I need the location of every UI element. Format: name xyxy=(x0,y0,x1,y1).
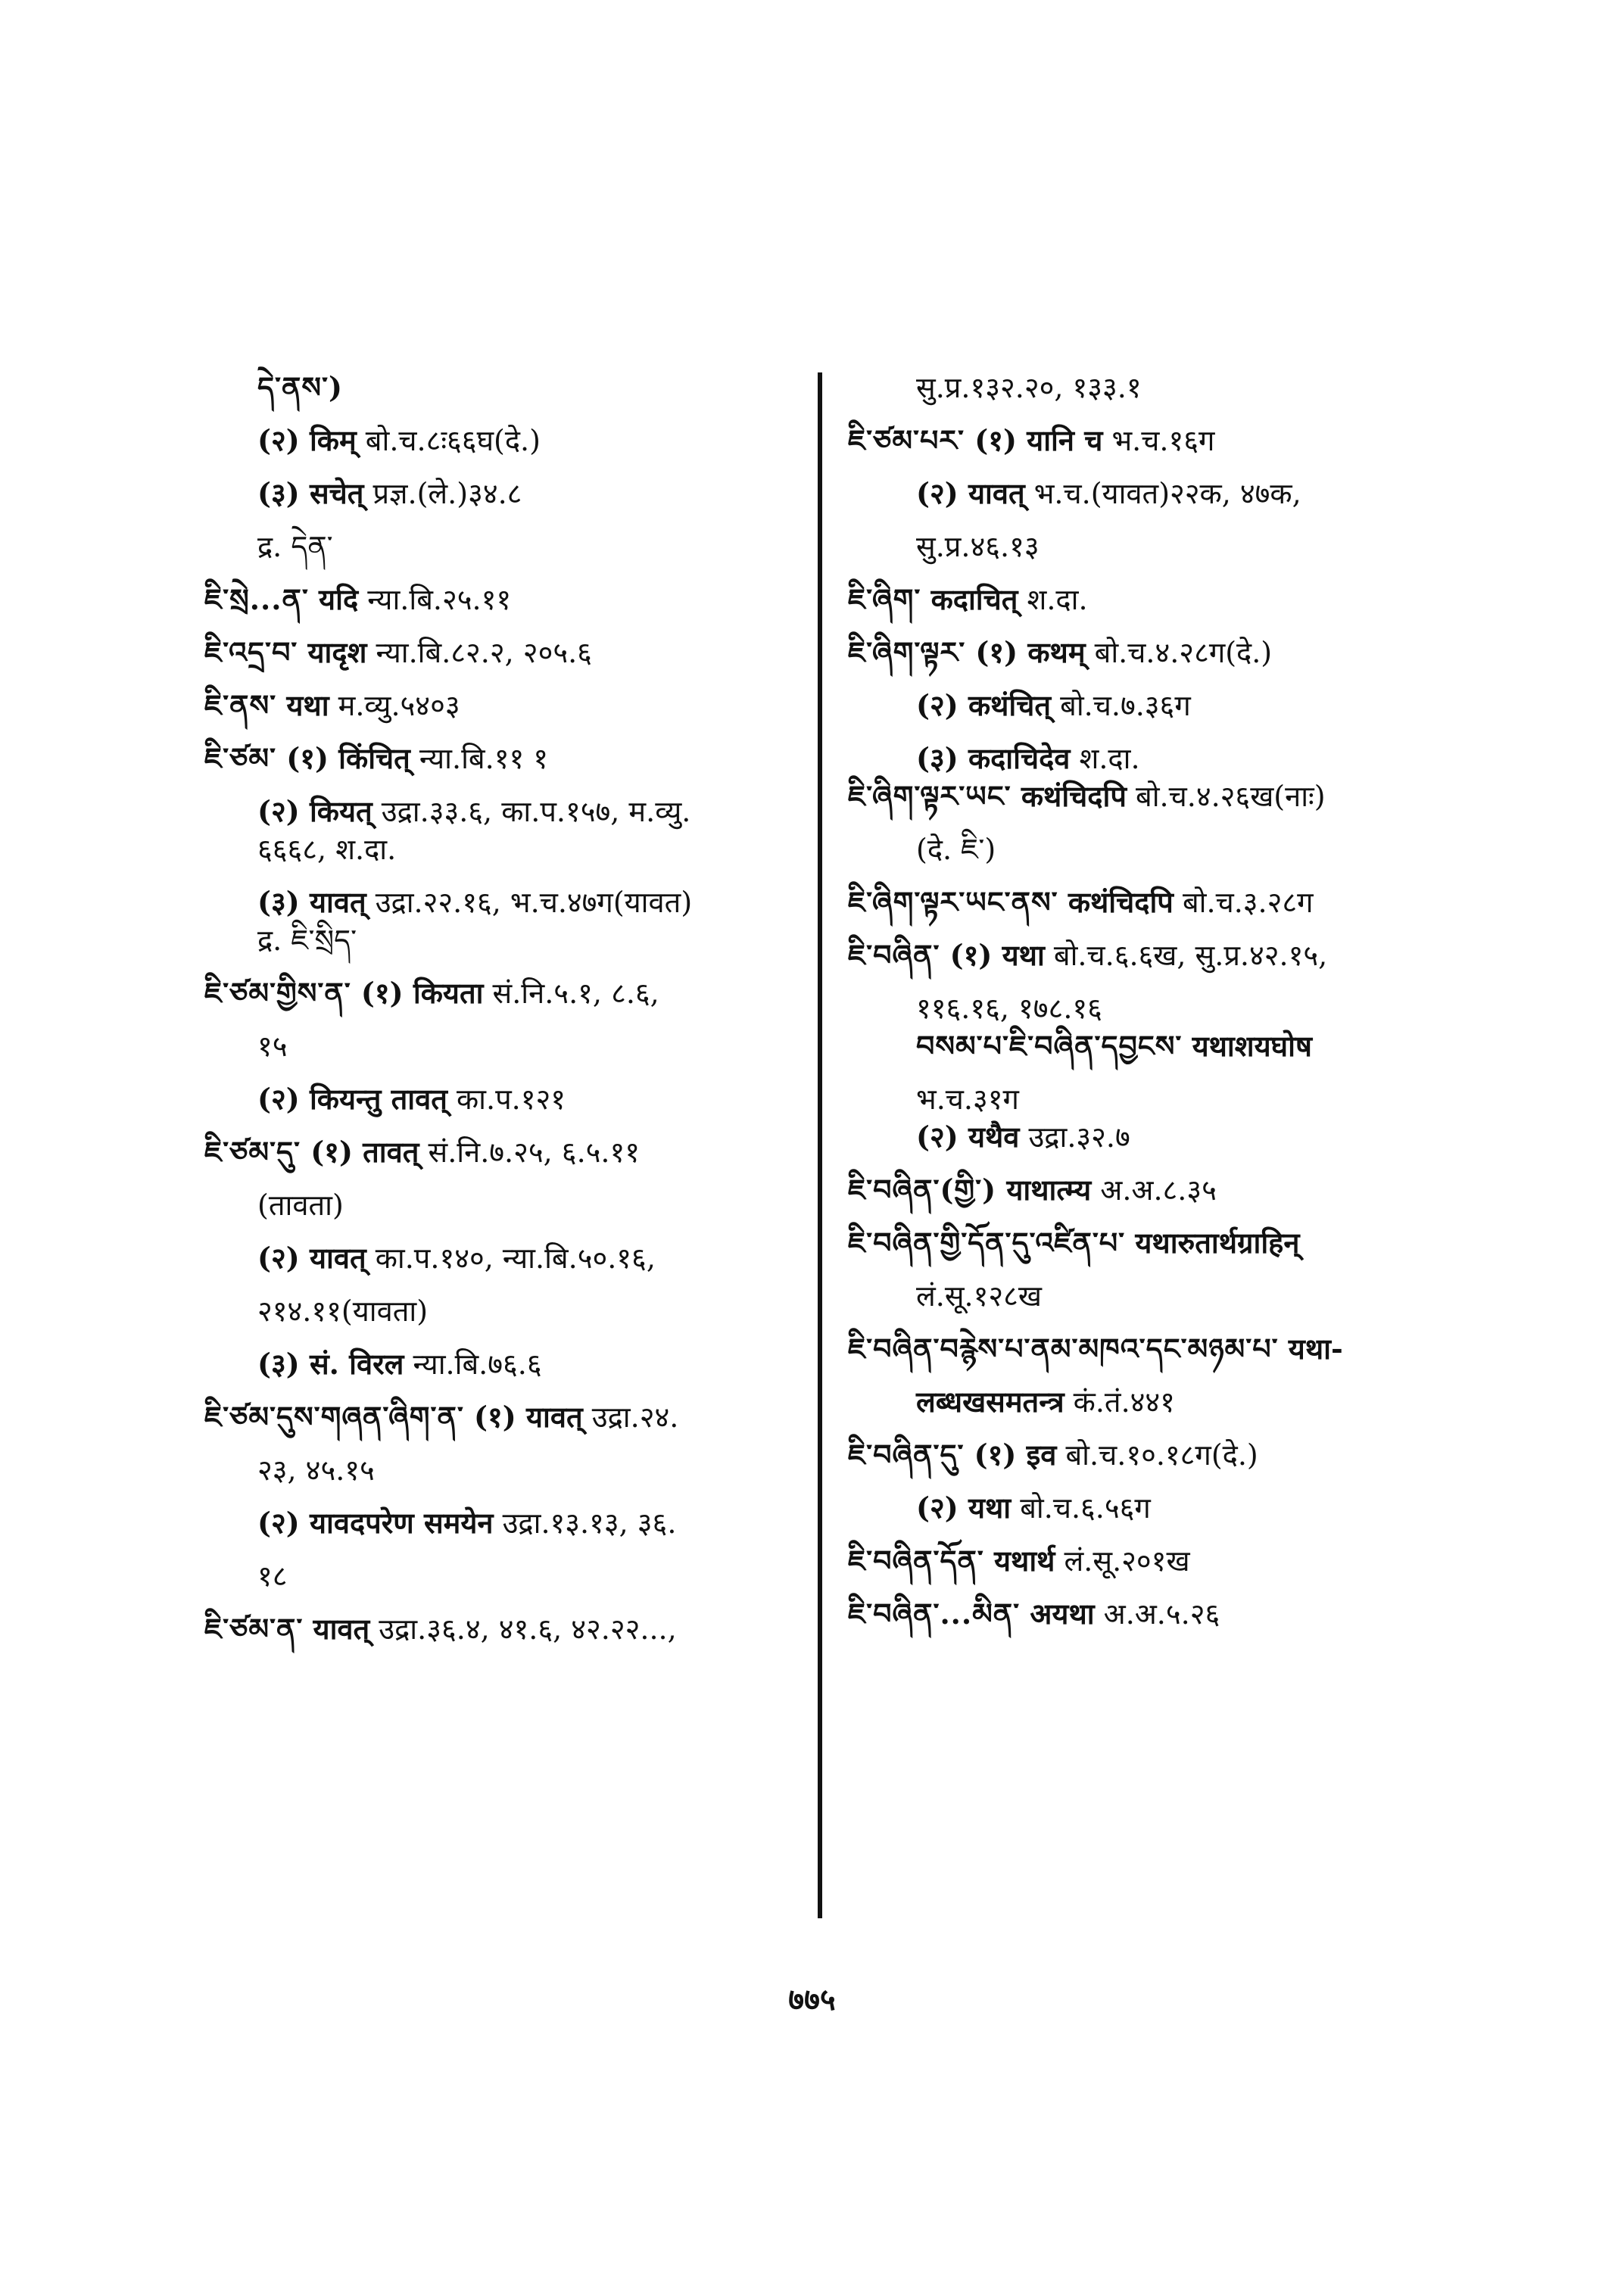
source-reference: उद्रा.२२.१६, भ.च.४७ग(यावत) xyxy=(366,886,693,919)
entry-line xyxy=(848,1385,1469,1419)
source-reference: बो.च.७.३६ग xyxy=(1051,689,1191,722)
source-reference: बो.च.८ः६६घ(दे.) xyxy=(356,424,541,457)
sanskrit-equivalent: (१) यावत् xyxy=(463,1400,583,1434)
entry-line xyxy=(204,689,803,722)
sanskrit-equivalent: यादृश xyxy=(298,635,367,669)
source-reference: सं.नि.५.१, ८.६, xyxy=(483,977,659,1010)
sanskrit-equivalent: यावत् xyxy=(303,1612,370,1646)
entry-line xyxy=(848,689,1469,722)
entry-line xyxy=(204,924,803,957)
entry-line xyxy=(848,939,1469,972)
source-reference: न्या.बि.७६.६ xyxy=(404,1347,542,1381)
entry-line xyxy=(204,1612,803,1646)
sanskrit-equivalent: (३) सचेत् xyxy=(257,476,364,510)
entry-line xyxy=(848,886,1469,919)
tibetan-headword: བསམ་པ་ཇི་བཞིན་དབྱངས་ xyxy=(916,1029,1183,1063)
sanskrit-equivalent: अयथा xyxy=(1020,1597,1095,1631)
entry-line xyxy=(204,636,803,669)
entry-line xyxy=(204,477,803,510)
entry-line xyxy=(848,780,1469,813)
entry-line xyxy=(204,371,803,404)
entry-line xyxy=(848,1544,1469,1578)
source-reference: न्या.बि.२५.११ xyxy=(358,583,512,616)
sanskrit-equivalent: (१) यानि च xyxy=(965,423,1103,457)
sanskrit-equivalent: यथार्थ xyxy=(983,1544,1055,1578)
tibetan-headword: ཇི་ཞིག་ལྟར་ཡང་ xyxy=(848,779,1011,813)
source-reference: सु.प्र.१३२.२०, १३३.१ xyxy=(916,371,1142,404)
entry-line xyxy=(204,530,803,563)
entry-line xyxy=(204,1506,803,1540)
tibetan-headword: ཇི་བཞིན་དུ་ xyxy=(848,1438,965,1472)
sanskrit-equivalent: (२) कियन्तु तावत् xyxy=(257,1082,447,1116)
entry-line xyxy=(204,1294,803,1328)
sanskrit-equivalent: कदाचित् xyxy=(921,582,1018,616)
tibetan-headword: ཇི་ཙམ་ xyxy=(204,741,276,775)
entry-line xyxy=(204,1400,803,1434)
sanskrit-equivalent: (३) सं. विरल xyxy=(257,1347,404,1381)
sanskrit-equivalent: (३) यावत् xyxy=(257,885,366,919)
source-reference: उद्रा.१३.१३, ३६. xyxy=(493,1506,677,1540)
right-column xyxy=(848,371,1469,1650)
entry-line xyxy=(848,636,1469,669)
tibetan-headword: དེ་ནས་) xyxy=(257,370,343,404)
entry-line xyxy=(204,1559,803,1593)
entry-line xyxy=(848,1332,1469,1366)
entry-line xyxy=(204,1242,803,1275)
sanskrit-equivalent: यदि xyxy=(308,582,359,616)
sanskrit-equivalent: (२) यावदपरेण समयेन xyxy=(257,1506,494,1540)
sanskrit-equivalent: (१) कियता xyxy=(351,976,484,1010)
entry-line xyxy=(848,1279,1469,1313)
source-reference: १८ xyxy=(257,1559,288,1593)
source-reference: उद्रा.२४. xyxy=(582,1400,679,1434)
entry-line xyxy=(204,833,803,866)
source-reference: उद्रा.३६.४, ४१.६, ४२.२२..., xyxy=(369,1612,677,1646)
source-reference: का.प.१४०, न्या.बि.५०.१६, xyxy=(366,1242,656,1275)
source-reference: श.दा. xyxy=(1018,583,1088,616)
source-reference: २१४.११(यावता) xyxy=(257,1294,429,1328)
sanskrit-equivalent: (२) यथैव xyxy=(916,1120,1020,1154)
entry-line xyxy=(848,992,1469,1025)
entry-line xyxy=(848,742,1469,775)
entry-line xyxy=(848,1120,1469,1154)
entry-line xyxy=(848,833,1469,866)
entry-line xyxy=(848,1597,1469,1631)
tibetan-headword: ཇི་ཞིག་ལྟར་ xyxy=(848,635,966,669)
source-reference: सु.प्र.४६.१३ xyxy=(916,530,1040,563)
tibetan-headword: ཇི་བཞིན་...མིན་ xyxy=(848,1597,1021,1631)
entry-line xyxy=(204,583,803,616)
source-reference: उद्रा.३३.६, का.प.१५७, म.व्यु. xyxy=(372,795,691,828)
tibetan-headword: ཇི་ནས་ xyxy=(204,688,277,722)
tibetan-headword: ཇི་བཞིན་ xyxy=(848,938,940,972)
tibetan-headword: ཇི་ཞིག་ལྟར་ཡང་ནས་ xyxy=(848,885,1058,919)
tibetan-headword: ཇི་བཞིན་བརྙེས་པ་ནམ་མཁའ་དང་མཉམ་པ་ xyxy=(848,1332,1279,1366)
sanskrit-equivalent: (१) यथा xyxy=(940,938,1045,972)
entry-line xyxy=(204,977,803,1010)
entry-line xyxy=(204,742,803,775)
sanskrit-equivalent: (२) यथा xyxy=(916,1491,1011,1525)
source-reference: ६६६८, श.दा. xyxy=(257,833,397,866)
source-reference: भ.च.१६ग xyxy=(1102,424,1215,457)
page-number: ७७५ xyxy=(788,1982,836,2017)
tibetan-headword: ཇི་བཞིན་(གྱི་) xyxy=(848,1173,997,1207)
source-reference: कं.तं.४४१ xyxy=(1064,1385,1175,1419)
sanskrit-equivalent: (२) यावत् xyxy=(916,476,1025,510)
sanskrit-equivalent: यथा- xyxy=(1278,1332,1343,1366)
source-reference: म.व्यु.५४०३ xyxy=(329,689,460,722)
sanskrit-equivalent: (२) कियत् xyxy=(257,794,372,828)
source-reference: बो.च.१०.१८ग(दे.) xyxy=(1056,1438,1258,1472)
sanskrit-equivalent: यथारुतार्थग्राहिन् xyxy=(1125,1226,1300,1260)
source-reference: न्या.बि.११ १ xyxy=(410,742,549,775)
source-reference: भ.च.(यावत)२२क, ४७क, xyxy=(1024,477,1301,510)
entry-line xyxy=(848,1173,1469,1207)
source-reference: (तावता) xyxy=(257,1189,344,1222)
source-reference: बो.च.४.२६ख(नाः) xyxy=(1126,780,1326,813)
source-reference: भ.च.३१ग xyxy=(916,1083,1019,1116)
entry-line xyxy=(848,424,1469,457)
entry-line xyxy=(848,530,1469,563)
source-reference: बो.च.३.२८ग xyxy=(1173,886,1314,919)
tibetan-headword: ཇི་ཙམ་དུས་གཞན་ཞིག་ན་ xyxy=(204,1400,464,1434)
source-reference: (दे. ཇི་) xyxy=(916,833,996,866)
sanskrit-equivalent: कथंचिदपि xyxy=(1011,779,1127,813)
sanskrit-equivalent: कथंचिदपि xyxy=(1058,885,1174,919)
sanskrit-equivalent: लब्धखसमतन्त्र xyxy=(916,1385,1064,1419)
source-reference: १५ xyxy=(257,1030,288,1063)
source-reference: बो.च.६.५६ग xyxy=(1011,1491,1151,1525)
source-reference: श.दा. xyxy=(1070,742,1140,775)
source-reference: द्र. དེན་ xyxy=(257,530,333,563)
sanskrit-equivalent: (३) कदाचिदेव xyxy=(916,741,1071,775)
source-reference: लं.सू.१२८ख xyxy=(916,1279,1042,1313)
source-reference: बो.च.६.६ख, सु.प्र.४२.१५, xyxy=(1044,939,1328,972)
entry-line xyxy=(848,1226,1469,1260)
tibetan-headword: ཇི་བཞིན་དོན་ xyxy=(848,1544,984,1578)
source-reference: २३, ४५.१५ xyxy=(257,1453,375,1487)
entry-line xyxy=(848,371,1469,404)
entry-line xyxy=(848,1438,1469,1472)
tibetan-headword: ཇི་ཙམ་ན་ xyxy=(204,1612,304,1646)
entry-line xyxy=(204,1136,803,1169)
sanskrit-equivalent: (१) तावत् xyxy=(300,1135,419,1169)
sanskrit-equivalent: (२) कथंचित् xyxy=(916,688,1052,722)
source-reference: प्रज्ञ.(ले.)३४.८ xyxy=(363,477,522,510)
entry-line xyxy=(204,795,803,828)
source-reference: लं.सू.२०१ख xyxy=(1055,1544,1190,1578)
tibetan-headword: ཇི་ཙམ་གྱིས་ན་ xyxy=(204,976,351,1010)
entry-line xyxy=(848,583,1469,616)
source-reference: ११६.१६, १७८.१६ xyxy=(916,992,1102,1025)
sanskrit-equivalent: यथाशयघोष xyxy=(1182,1029,1312,1063)
entry-line xyxy=(204,424,803,457)
sanskrit-equivalent: यथा xyxy=(276,688,329,722)
source-reference: उद्रा.३२.७ xyxy=(1019,1120,1130,1154)
sanskrit-equivalent: (१) कथम् xyxy=(965,635,1086,669)
tibetan-headword: ཇི་ཙམ་དུ་ xyxy=(204,1135,301,1169)
source-reference: न्या.बि.८२.२, २०५.६ xyxy=(366,636,592,669)
entry-line xyxy=(204,1030,803,1063)
tibetan-headword: ཇི་འདྲ་བ་ xyxy=(204,635,298,669)
sanskrit-equivalent: (१) इव xyxy=(964,1438,1057,1472)
source-reference: द्र. ཇི་སྲིད་ xyxy=(257,924,357,957)
entry-line xyxy=(204,886,803,919)
tibetan-headword: ཇི་བཞིན་གྱི་དོན་དུ་འཛིན་པ་ xyxy=(848,1226,1126,1260)
entry-line xyxy=(848,1491,1469,1525)
source-reference: बो.च.४.२८ग(दे.) xyxy=(1085,636,1273,669)
source-reference: का.प.१२१ xyxy=(447,1083,566,1116)
sanskrit-equivalent: (२) किम् xyxy=(257,423,357,457)
entry-line xyxy=(848,1083,1469,1116)
source-reference: सं.नि.७.२५, ६.५.११ xyxy=(419,1136,641,1169)
entry-line xyxy=(848,477,1469,510)
tibetan-headword: ཇི་ཞིག་ xyxy=(848,582,921,616)
entry-line xyxy=(204,1453,803,1487)
entry-line xyxy=(848,1030,1469,1063)
entry-line xyxy=(204,1347,803,1381)
tibetan-headword: ཇི་ཙམ་པར་ xyxy=(848,423,965,457)
column-divider xyxy=(818,372,822,1918)
entry-line xyxy=(204,1083,803,1116)
left-column xyxy=(204,371,803,1665)
tibetan-headword: ཇི་སྲེ...ན་ xyxy=(204,582,309,616)
source-reference: अ.अ.८.३५ xyxy=(1091,1173,1217,1207)
sanskrit-equivalent: (२) यावत् xyxy=(257,1241,366,1275)
entry-line xyxy=(204,1189,803,1222)
source-reference: अ.अ.५.२६ xyxy=(1094,1597,1220,1631)
sanskrit-equivalent: (१) किंचित् xyxy=(276,741,410,775)
sanskrit-equivalent: याथात्म्य xyxy=(996,1173,1092,1207)
